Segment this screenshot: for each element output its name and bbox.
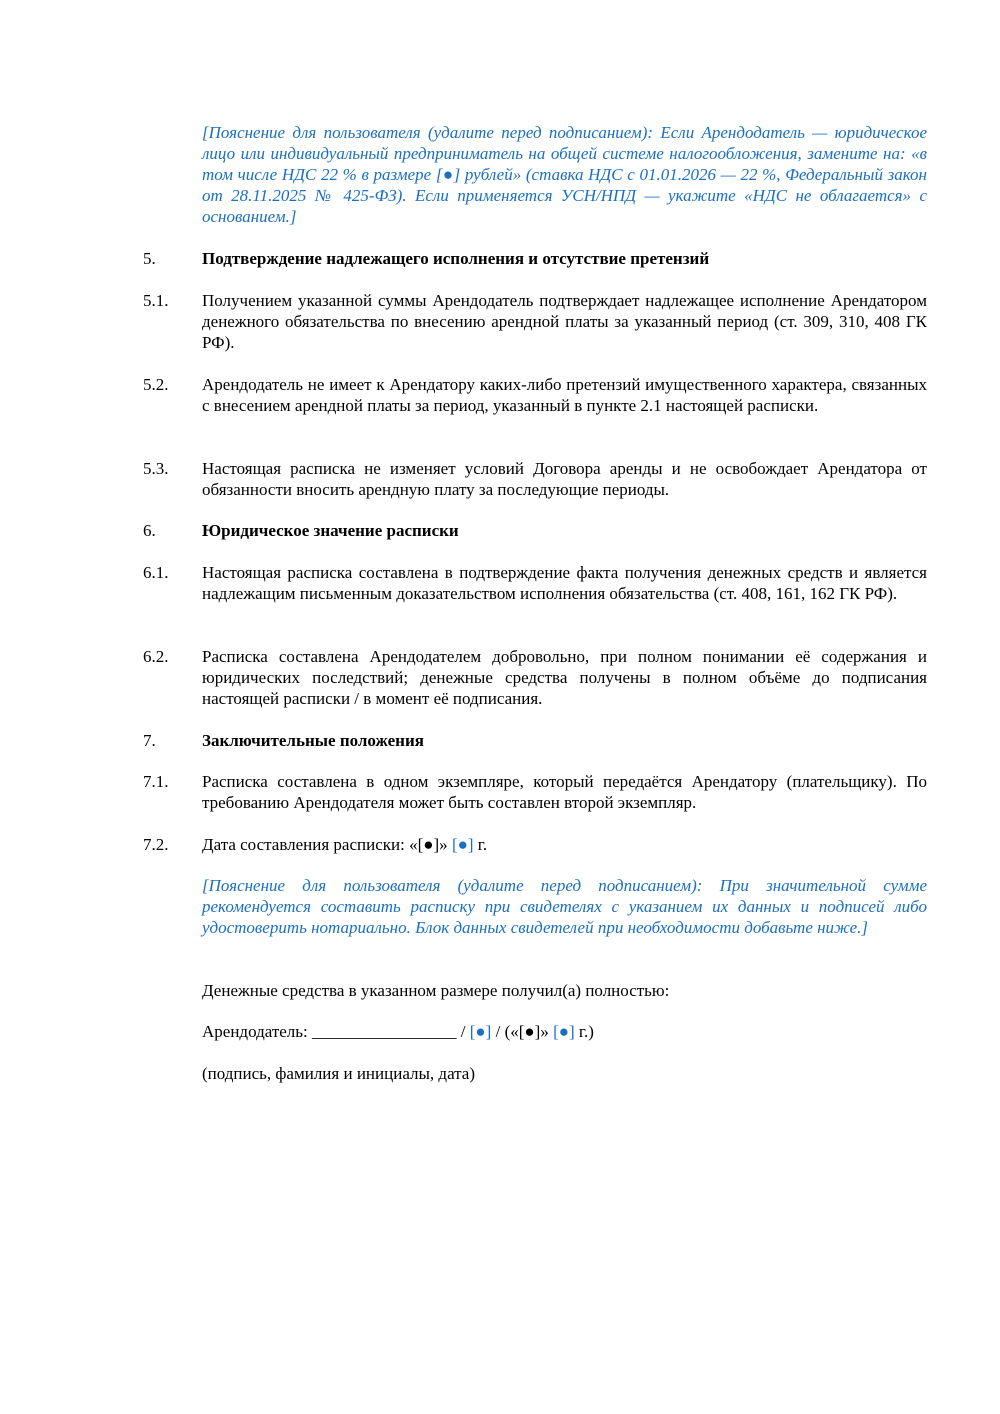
- received-statement: Денежные средства в указанном размере получил(а) полностью:: [202, 981, 670, 1000]
- section-number: 6.: [143, 521, 156, 540]
- signature-middle: / («[●]»: [491, 1022, 554, 1041]
- clause-number: 5.3.: [143, 459, 169, 478]
- signature-prefix: Арендодатель: _________________ /: [202, 1022, 470, 1041]
- signature-caption: (подпись, фамилия и инициалы, дата): [202, 1064, 476, 1083]
- year-placeholder: [●]: [451, 835, 474, 854]
- signature-line: [202, 1021, 927, 1042]
- name-placeholder: [●]: [469, 1022, 492, 1041]
- clause-number: 6.1.: [143, 563, 169, 582]
- date-line: [202, 834, 927, 855]
- clause-text: Расписка составлена в одном экземпляре, который передаётся Арендатору (плательщику). По требованию Арендодателя может быть составлен второй экземпляр.: [202, 772, 927, 812]
- user-note-vat: [Пояснение для пользователя (удалите перед подписанием): Если Арендодатель — юридическое лицо или индивидуальный предприниматель на общей системе налогообложения, замените на: «в том числе НДС 22 % в размере [●] рублей» (ставка НДС с 01.01.2026 — 22 %, Федеральный закон от 28.11.2025 № 425-ФЗ). Если применяется УСН/НПД — укажите «НДС не облагается» с основанием.]: [202, 123, 927, 226]
- clause-text: Получением указанной суммы Арендодатель подтверждает надлежащее исполнение Арендатором денежного обязательства по внесению арендной платы за указанный период (ст. 309, 310, 408 ГК РФ).: [202, 291, 927, 352]
- clause-number: 6.2.: [143, 647, 169, 666]
- user-note-witnesses: [Пояснение для пользователя (удалите перед подписанием): При значительной сумме рекомендуется составить расписку при свидетелях с указанием их данных и подписей либо удостоверить нотариально. Блок данных свидетелей при необходимости добавьте ниже.]: [202, 876, 927, 937]
- clause-number: 5.2.: [143, 375, 169, 394]
- section-number: 7.: [143, 731, 156, 750]
- signature-suffix: г.): [574, 1022, 594, 1041]
- clause-text: Арендодатель не имеет к Арендатору каких-либо претензий имущественного характера, связанных с внесением арендной платы за период, указанный в пункте 2.1 настоящей расписки.: [202, 375, 927, 415]
- clause-number: 7.2.: [143, 835, 169, 854]
- date-line-suffix: г.: [473, 835, 488, 854]
- section-heading: Юридическое значение расписки: [202, 521, 459, 540]
- section-number: 5.: [143, 249, 156, 268]
- clause-number: 5.1.: [143, 291, 169, 310]
- date-line-prefix: Дата составления расписки: «[●]»: [202, 835, 452, 854]
- clause-text: Настоящая расписка составлена в подтверждение факта получения денежных средств и является надлежащим письменным доказательством исполнения обязательства (ст. 408, 161, 162 ГК РФ).: [202, 563, 927, 603]
- year-placeholder: [●]: [553, 1022, 575, 1041]
- clause-number: 7.1.: [143, 772, 169, 791]
- section-heading: Заключительные положения: [202, 731, 424, 750]
- section-heading: Подтверждение надлежащего исполнения и отсутствие претензий: [202, 249, 710, 268]
- clause-text: Настоящая расписка не изменяет условий Договора аренды и не освобождает Арендатора от обязанности вносить арендную плату за последующие периоды.: [202, 459, 927, 499]
- clause-text: Расписка составлена Арендодателем добровольно, при полном понимании её содержания и юридических последствий; денежные средства получены в полном объёме до подписания настоящей расписки / в момент её подписания.: [202, 647, 927, 708]
